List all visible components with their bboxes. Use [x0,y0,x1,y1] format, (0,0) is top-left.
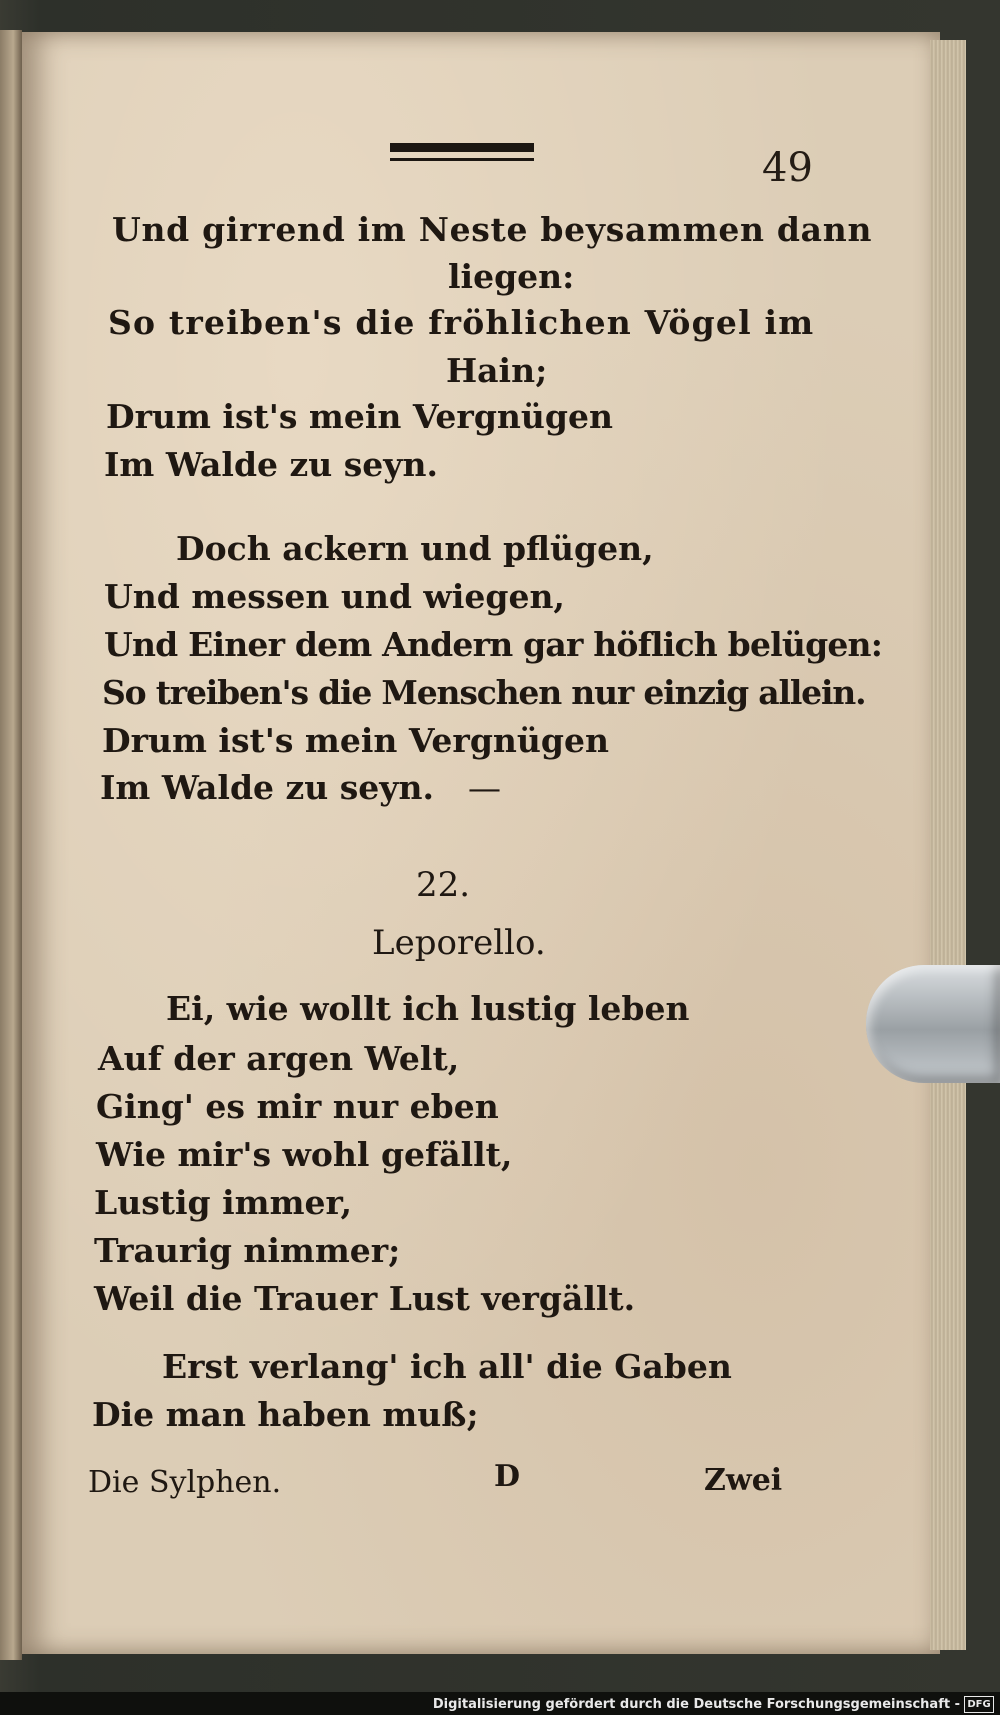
poem-line: Hain; [446,351,548,390]
poem-line: Drum ist's mein Vergnügen [102,721,609,760]
page-number: 49 [762,145,813,191]
signature-mark: D [494,1459,521,1494]
poem-line: Lustig immer, [94,1183,352,1222]
poem-line: Ging' es mir nur eben [96,1087,499,1126]
poem-line: Im Walde zu seyn. [100,768,434,807]
poem-line: Und Einer dem Andern gar höflich belügen: [104,625,883,664]
poem-line: Im Walde zu seyn. [104,445,438,484]
song-number: 22. [416,865,471,905]
digitization-credit: Digitalisierung gefördert durch die Deutsche Forschungsgemeinschaft - [432,1697,960,1712]
poem-line: liegen: [448,257,575,296]
poem-line: Drum ist's mein Vergnügen [106,397,613,436]
poem-line: Doch ackern und pflügen, [176,529,654,568]
signature-title: Die Sylphen. [88,1465,282,1500]
header-rule-thick [390,143,534,152]
page-clip [866,965,1000,1083]
poem-line: So treiben's die Menschen nur einzig allein. [102,673,866,712]
poem-line: So treiben's die fröhlichen Vögel im [108,303,815,342]
stanza-end-dash: — [468,768,501,807]
header-rule-thin [390,158,534,161]
song-title: Leporello. [372,923,546,963]
header-rule [390,143,534,165]
poem-line: Auf der argen Welt, [98,1039,460,1078]
page-edges [930,40,966,1650]
poem-line: Ei, wie wollt ich lustig leben [166,989,690,1028]
poem-line: Die man haben muß; [92,1395,479,1434]
catchword: Zwei [704,1463,783,1498]
left-page-edge [0,30,22,1660]
poem-line: Und messen und wiegen, [104,577,565,616]
poem-line: Wie mir's wohl gefällt, [96,1135,513,1174]
poem-line: Traurig nimmer; [94,1231,401,1270]
poem-line: Weil die Trauer Lust vergällt. [94,1279,636,1318]
poem-line: Erst verlang' ich all' die Gaben [162,1347,732,1386]
dfg-logo: DFG [964,1696,994,1713]
poem-line: Und girrend im Neste beysammen dann [112,210,873,249]
